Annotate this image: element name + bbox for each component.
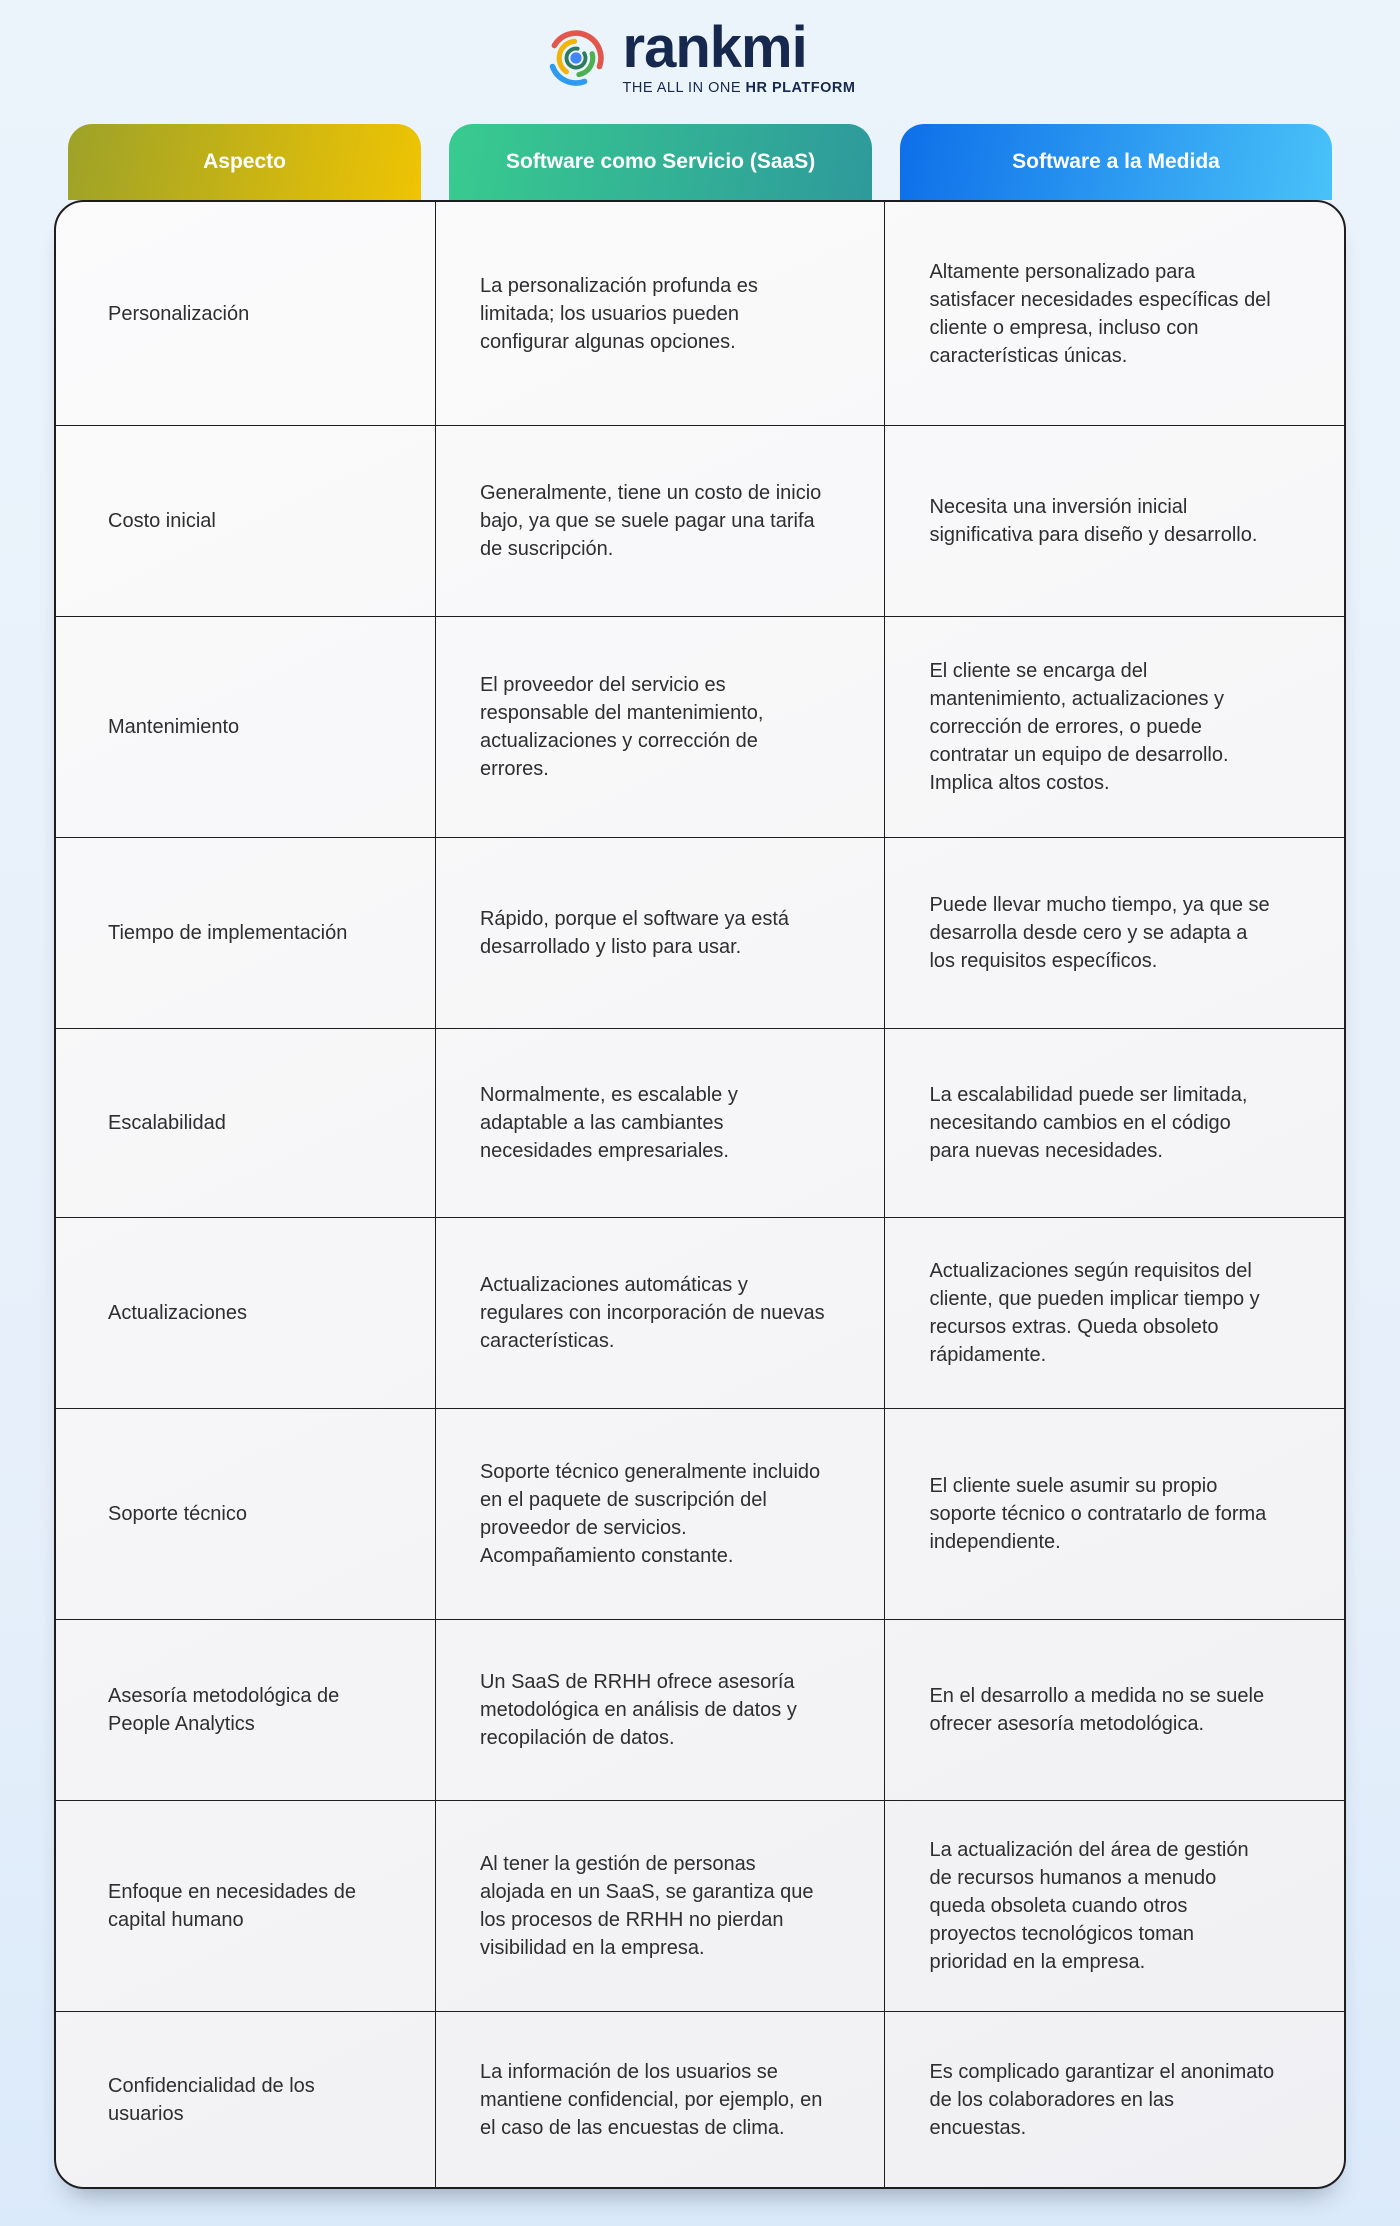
saas-cell [436,1409,886,1619]
medida-cell [885,202,1344,425]
medida-cell [885,426,1344,616]
medida-text: Altamente personalizado para satisfacer necesidades específicas del cliente o empresa, incluso con características únicas. [929,260,1271,367]
saas-cell [436,617,886,837]
aspect-cell [56,617,436,837]
table-row-enfoque-capital-humano [56,1800,1344,2011]
medida-cell [885,838,1344,1028]
medida-cell [885,1409,1344,1619]
table-row-soporte-tecnico [56,1408,1344,1619]
medida-cell [885,2012,1344,2187]
table-row-personalizacion [56,202,1344,425]
medida-cell [885,1029,1344,1217]
medida-text: La actualización del área de gestión de recursos humanos a menudo queda obsoleta cuando otros proyectos tecnológicos toman prioridad en la empresa. [929,1839,1249,1974]
saas-text: Actualizaciones automáticas y regulares con incorporación de nuevas características. [479,1274,825,1353]
saas-text: La personalización profunda es limitada; los usuarios pueden configurar algunas opciones. [479,274,758,353]
medida-text: El cliente se encarga del mantenimiento, actualizaciones y corrección de errores, o puede contratar un equipo de desarrollo. Implica altos costos. [929,660,1229,795]
saas-text: Un SaaS de RRHH ofrece asesoría metodológica en análisis de datos y recopilación de datos. [479,1671,797,1750]
comparison-table-wrap [54,124,1346,2189]
aspect-label: Confidencialidad de los usuarios [108,2074,315,2125]
aspect-cell [56,1620,436,1800]
saas-cell [436,1029,886,1217]
rankmi-logo [0,15,1400,97]
aspect-label: Personalización [108,302,250,325]
medida-cell [885,1801,1344,2011]
aspect-cell [56,426,436,616]
table-row-mantenimiento [56,616,1344,837]
saas-text: El proveedor del servicio es responsable del mantenimiento, actualizaciones y corrección de errores. [479,674,764,781]
column-header-label: Software a la Medida [1012,150,1220,174]
aspect-label: Soporte técnico [108,1503,247,1526]
saas-cell [436,1218,886,1408]
aspect-cell [56,1029,436,1217]
table-header-row [54,124,1346,200]
column-header-aspecto [68,124,421,200]
brand-tagline [623,80,856,96]
saas-text: Normalmente, es escalable y adaptable a las cambiantes necesidades empresariales. [479,1084,738,1163]
medida-text: Es complicado garantizar el anonimato de los colaboradores en las encuestas. [929,2060,1275,2139]
aspect-label: Tiempo de implementación [108,922,348,945]
aspect-cell [56,1409,436,1619]
brand-wordmark: rankmi [622,15,807,80]
aspect-label: Escalabilidad [108,1112,226,1135]
table-row-tiempo-implementacion [56,837,1344,1028]
saas-cell [436,426,886,616]
saas-cell [436,1620,886,1800]
aspect-cell [56,838,436,1028]
medida-text: El cliente suele asumir su propio soporte técnico o contratarlo de forma independiente. [929,1475,1267,1554]
medida-cell [885,1620,1344,1800]
saas-text: Soporte técnico generalmente incluido en el paquete de suscripción del proveedor de servicios. Acompañamiento constante. [479,1461,821,1568]
medida-cell [885,617,1344,837]
medida-text: En el desarrollo a medida no se suele ofrecer asesoría metodológica. [929,1685,1265,1736]
medida-cell [885,1218,1344,1408]
column-header-label: Aspecto [203,150,286,174]
medida-text: La escalabilidad puede ser limitada, necesitando cambios en el código para nuevas necesidades. [929,1084,1248,1163]
aspect-label: Actualizaciones [108,1302,247,1325]
saas-cell [436,2012,886,2187]
table-row-confidencialidad [56,2011,1344,2187]
table-row-costo-inicial [56,425,1344,616]
medida-text: Puede llevar mucho tiempo, ya que se desarrolla desde cero y se adapta a los requisitos específicos. [929,894,1270,973]
rankmi-logo-icon [545,27,607,89]
aspect-label: Asesoría metodológica de People Analytics [108,1685,340,1736]
medida-text: Necesita una inversión inicial significativa para diseño y desarrollo. [929,496,1258,547]
column-header-label: Software como Servicio (SaaS) [505,150,816,174]
aspect-cell [56,2012,436,2187]
aspect-cell [56,1801,436,2011]
saas-cell [436,838,886,1028]
aspect-label: Costo inicial [108,510,216,533]
saas-text: La información de los usuarios se mantiene confidencial, por ejemplo, en el caso de las encuestas de clima. [479,2060,823,2139]
comparison-table [54,200,1346,2189]
saas-text: Al tener la gestión de personas alojada en un SaaS, se garantiza que los procesos de RRHH no pierdan visibilidad en la empresa. [479,1853,814,1960]
table-row-escalabilidad [56,1028,1344,1217]
column-header-medida [900,124,1332,200]
saas-text: Rápido, porque el software ya está desarrollado y listo para usar. [479,908,790,959]
tagline-bold: HR PLATFORM [745,80,856,97]
table-row-actualizaciones [56,1217,1344,1408]
table-row-asesoria-metodologica [56,1619,1344,1800]
column-header-saas [449,124,872,200]
tagline-regular: THE ALL IN ONE [622,80,746,97]
aspect-label: Mantenimiento [108,716,240,739]
saas-cell [436,202,886,425]
aspect-cell [56,1218,436,1408]
saas-cell [436,1801,886,2011]
aspect-cell [56,202,436,425]
aspect-label: Enfoque en necesidades de capital humano [108,1881,356,1932]
medida-text: Actualizaciones según requisitos del cliente, que pueden implicar tiempo y recursos extras. Queda obsoleto rápidamente. [929,1260,1260,1367]
saas-text: Generalmente, tiene un costo de inicio bajo, ya que se suele pagar una tarifa de suscripción. [479,482,822,561]
